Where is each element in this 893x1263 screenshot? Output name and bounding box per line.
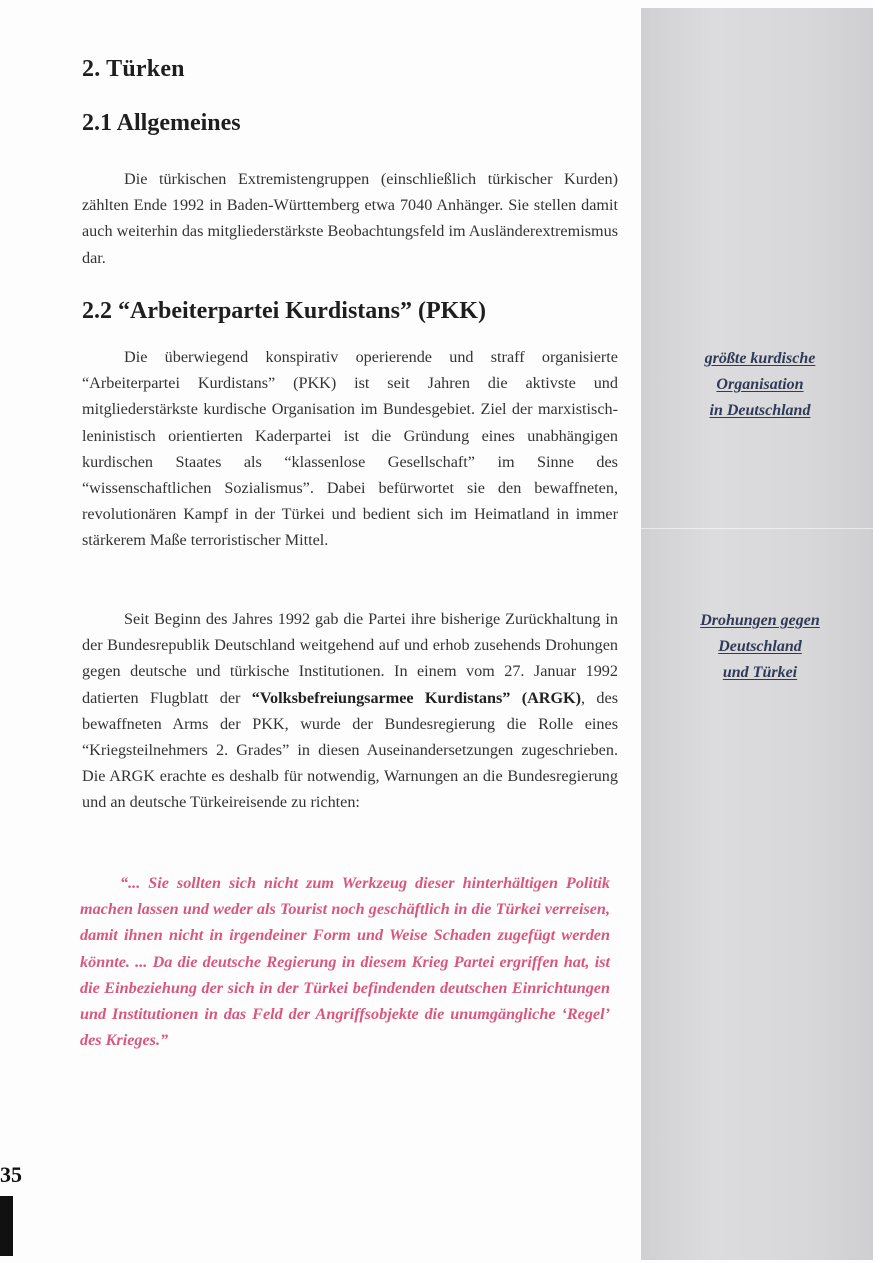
page-number: 35: [0, 1162, 22, 1187]
paragraph-text-after: , des bewaffneten Arms der PKK, wurde der Bundesregierung die Rolle eines “Kriegsteilnehmers 2. Grades” in diesen Auseinandersetzungen zugeschrieben. Die ARGK erachte es deshalb für notwendig, Warnungen an die Bundesregierung und an deutsche Türkeireisende zu richten:: [82, 688, 618, 812]
page-edge-marker: [0, 1196, 13, 1256]
margin-note-threats: [650, 608, 870, 686]
margin-note-line: größte kurdische: [704, 350, 816, 367]
margin-note-line: und Türkei: [722, 664, 798, 681]
margin-note-largest-organisation: [650, 346, 870, 424]
chapter-title: 2. Türken: [82, 56, 185, 82]
section-paragraph-pkk-1: Die überwiegend konspirativ operierende und straff organisierte “Arbeiterpartei Kurdistans” (PKK) ist seit Jahren die aktivste und mitgliederstärkste kurdische Organisation im Bundesgebiet. Ziel der marxistisch-leninistisch orientierten Kaderpartei ist die Gründung eines unabhängigen kurdischen Staates als “klassenlose Gesellschaft” im Sinne des “wissenschaftlichen Sozialismus”. Dabei befürwortet sie den bewaffneten, revolutionären Kampf in der Türkei und bedient sich im Heimatland in immer stärkerem Maße terroristischer Mittel.: [82, 348, 618, 550]
section-title-allgemeines: 2.1 Allgemeines: [82, 110, 241, 136]
margin-note-line: Organisation: [716, 376, 804, 393]
page-right-edge: [873, 0, 893, 1263]
argk-quote: “... Sie sollten sich nicht zum Werkzeug dieser hinterhältigen Politik machen lassen und weder als Tourist noch geschäftlich in die Türkei verreisen, damit ihnen nicht in irgendeiner Form und Weise Schaden zugefügt werden könnte. ... Da die deutsche Regierung in diesem Krieg Partei ergriffen hat, ist die Einbeziehung der sich in der Türkei befindenden deutschen Einrichtungen und Institutionen in das Feld der Angriffsobjekte die unumgängliche ‘Regel’ des Krieges.”: [80, 874, 610, 1050]
section-paragraph-allgemeines: Die türkischen Extremistengruppen (einschließlich türkischer Kurden) zählten Ende 1992 in Baden-Württemberg etwa 7040 Anhänger. Sie stellen damit auch weiterhin das mitgliederstärkste Beobachtungsfeld im Ausländerextremismus dar.: [82, 170, 618, 267]
margin-note-line: Drohungen gegen: [700, 612, 820, 629]
margin-column-divider: [641, 528, 873, 529]
margin-note-line: in Deutschland: [709, 402, 811, 419]
section-paragraph-pkk-2: [82, 606, 618, 816]
margin-note-line: Deutschland: [718, 638, 802, 655]
paragraph-bold-argk: “Volksbefreiungsarmee Kurdistans” (ARGK): [251, 688, 582, 707]
section-title-pkk: 2.2 “Arbeiterpartei Kurdistans” (PKK): [82, 298, 486, 324]
paragraph-text-before: Seit Beginn des Jahres 1992 gab die Partei ihre bisherige Zurückhaltung in der Bundesrepublik Deutschland weitgehend auf und erhob zusehends Drohungen gegen deutsche und türkische Institutionen. In einem vom 27. Januar 1992 datierten Flugblatt der: [82, 610, 618, 707]
